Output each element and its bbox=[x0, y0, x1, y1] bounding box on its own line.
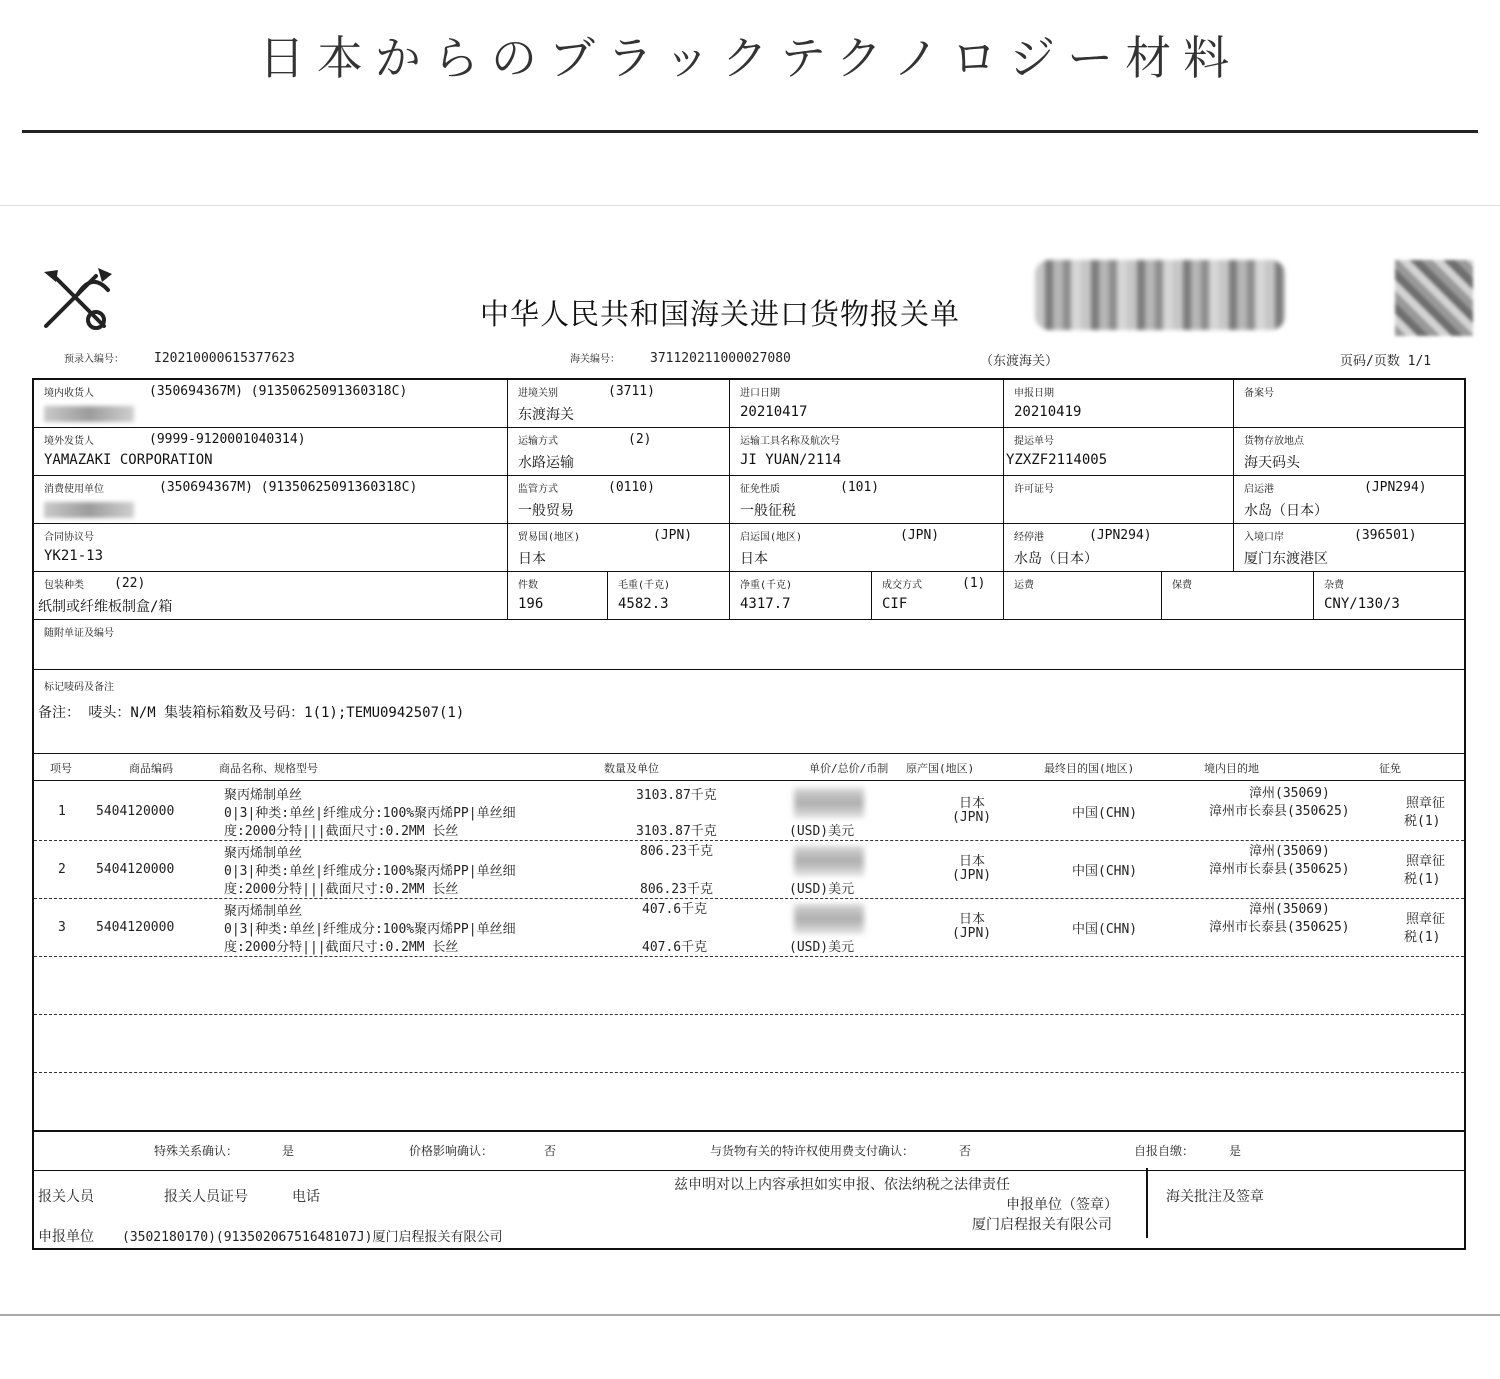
field-consignee: 境内收货人 (350694367M) (91350625091360318C) bbox=[34, 380, 508, 428]
field-levy-nature: 征免性质 (101) 一般征税 bbox=[730, 476, 1004, 524]
field-insurance: 保费 bbox=[1162, 572, 1314, 620]
customs-emblem-icon bbox=[38, 264, 118, 334]
field-license: 许可证号 bbox=[1004, 476, 1234, 524]
field-misc-fee: 杂费 CNY/130/3 bbox=[1314, 572, 1464, 620]
goods-table-header: 项号 商品编码 商品名称、规格型号 数量及单位 单价/总价/币制 原产国(地区) 最终目的国(地区) 境内目的地 征免 bbox=[34, 754, 1464, 781]
field-supervision: 监管方式 (0110) 一般贸易 bbox=[508, 476, 730, 524]
bottom-divider bbox=[0, 1314, 1500, 1316]
field-marks-remarks: 标记唛码及备注 备注： 唛头：N/M 集装箱标箱数及号码：1(1);TEMU0942507(1) bbox=[34, 670, 1464, 754]
field-storage: 货物存放地点 海天码头 bbox=[1234, 428, 1464, 476]
redacted-consumer bbox=[44, 502, 134, 518]
redacted-price bbox=[794, 846, 864, 876]
declaration-footer: 报关人员 报关人员证号 电话 申报单位 (3502180170)(91350206751648107J)厦门启程报关有限公司 兹申明对以上内容承担如实申报、依法纳税之法律责任 申报单位（签章） 厦门启程报关有限公司 海关批注及签章 bbox=[34, 1168, 1464, 1250]
field-entry-port: 入境口岸 (396501) 厦门东渡港区 bbox=[1234, 524, 1464, 572]
redacted-barcode bbox=[1035, 260, 1285, 330]
field-attached-docs: 随附单证及编号 bbox=[34, 620, 1464, 670]
footer-divider bbox=[1146, 1168, 1148, 1238]
table-row-empty bbox=[34, 956, 1464, 1015]
field-net-weight: 净重(千克) 4317.7 bbox=[730, 572, 872, 620]
pre-entry-number: 预录入编号： I20210000615377623 bbox=[64, 351, 295, 366]
page-count: 页码/页数 1/1 bbox=[1340, 354, 1432, 369]
field-package-type: 包装种类 (22) 纸制或纤维板制盒/箱 bbox=[34, 572, 508, 620]
field-pieces: 件数 196 bbox=[508, 572, 608, 620]
field-freight: 运费 bbox=[1004, 572, 1162, 620]
customs-declaration-image bbox=[0, 230, 1500, 1300]
field-transit-port: 经停港 (JPN294) 水岛（日本） bbox=[1004, 524, 1234, 572]
field-record-no: 备案号 bbox=[1234, 380, 1464, 428]
section-divider bbox=[0, 205, 1500, 206]
table-row-empty bbox=[34, 1072, 1464, 1130]
table-row: 3 5404120000 聚丙烯制单丝 0|3|种类:单丝|纤维成分:100%聚丙烯PP|单丝细 度:2000分特|||截面尺寸:0.2MM 长丝 407.6千克 407.6千克 (USD)美元 日本 (JPN) 中国(CHN) 漳州(35069) 漳州市长泰县(350625) 照章征 税(1) bbox=[34, 898, 1464, 957]
field-vessel: 运输工具名称及航次号 JI YUAN/2114 bbox=[730, 428, 1004, 476]
field-trade-country: 贸易国(地区) (JPN) 日本 bbox=[508, 524, 730, 572]
field-origin-port: 启运港 (JPN294) 水岛（日本） bbox=[1234, 476, 1464, 524]
redacted-price bbox=[794, 904, 864, 934]
header-divider bbox=[22, 130, 1478, 133]
customs-name: （东渡海关） bbox=[980, 354, 1059, 369]
redacted-consignee bbox=[44, 406, 134, 422]
declaration-form bbox=[32, 378, 1466, 1250]
field-deal-mode: 成交方式 (1) CIF bbox=[872, 572, 1004, 620]
field-import-date: 进口日期 20210417 bbox=[730, 380, 1004, 428]
page-title: 日本からのブラックテクノロジー材料 bbox=[258, 31, 1242, 85]
field-transport-mode: 运输方式 (2) 水路运输 bbox=[508, 428, 730, 476]
field-declare-date: 申报日期 20210419 bbox=[1004, 380, 1234, 428]
field-entry-customs: 进境关别 (3711) 东渡海关 bbox=[508, 380, 730, 428]
page-header bbox=[0, 0, 1500, 132]
table-row: 2 5404120000 聚丙烯制单丝 0|3|种类:单丝|纤维成分:100%聚丙烯PP|单丝细 度:2000分特|||截面尺寸:0.2MM 长丝 806.23千克 806.23千克 (USD)美元 日本 (JPN) 中国(CHN) 漳州(35069) 漳州市长泰县(350625) 照章征 税(1) bbox=[34, 840, 1464, 899]
field-consumer: 消费使用单位 (350694367M) (91350625091360318C) bbox=[34, 476, 508, 524]
table-row: 1 5404120000 聚丙烯制单丝 0|3|种类:单丝|纤维成分:100%聚丙烯PP|单丝细 度:2000分特|||截面尺寸:0.2MM 长丝 3103.87千克 3103.87千克 (USD)美元 日本 (JPN) 中国(CHN) 漳州(35069) 漳州市长泰县(350625) 照章征 税(1) bbox=[34, 782, 1464, 841]
redacted-price bbox=[794, 788, 864, 818]
field-departure-country: 启运国(地区) (JPN) 日本 bbox=[730, 524, 1004, 572]
declaration-title: 中华人民共和国海关进口货物报关单 bbox=[480, 297, 961, 331]
field-gross-weight: 毛重(千克) 4582.3 bbox=[608, 572, 730, 620]
redacted-qr-code bbox=[1395, 260, 1473, 336]
field-contract: 合同协议号 YK21-13 bbox=[34, 524, 508, 572]
confirmation-row: 特殊关系确认： 是 价格影响确认： 否 与货物有关的特许权使用费支付确认： 否 自报自缴： 是 bbox=[34, 1130, 1464, 1171]
customs-number: 海关编号： 371120211000027080 bbox=[570, 351, 791, 366]
field-bill-no: 提运单号 YZXZF2114005 bbox=[1004, 428, 1234, 476]
field-overseas-shipper: 境外发货人 (9999-9120001040314) YAMAZAKI CORPORATION bbox=[34, 428, 508, 476]
table-row-empty bbox=[34, 1014, 1464, 1073]
